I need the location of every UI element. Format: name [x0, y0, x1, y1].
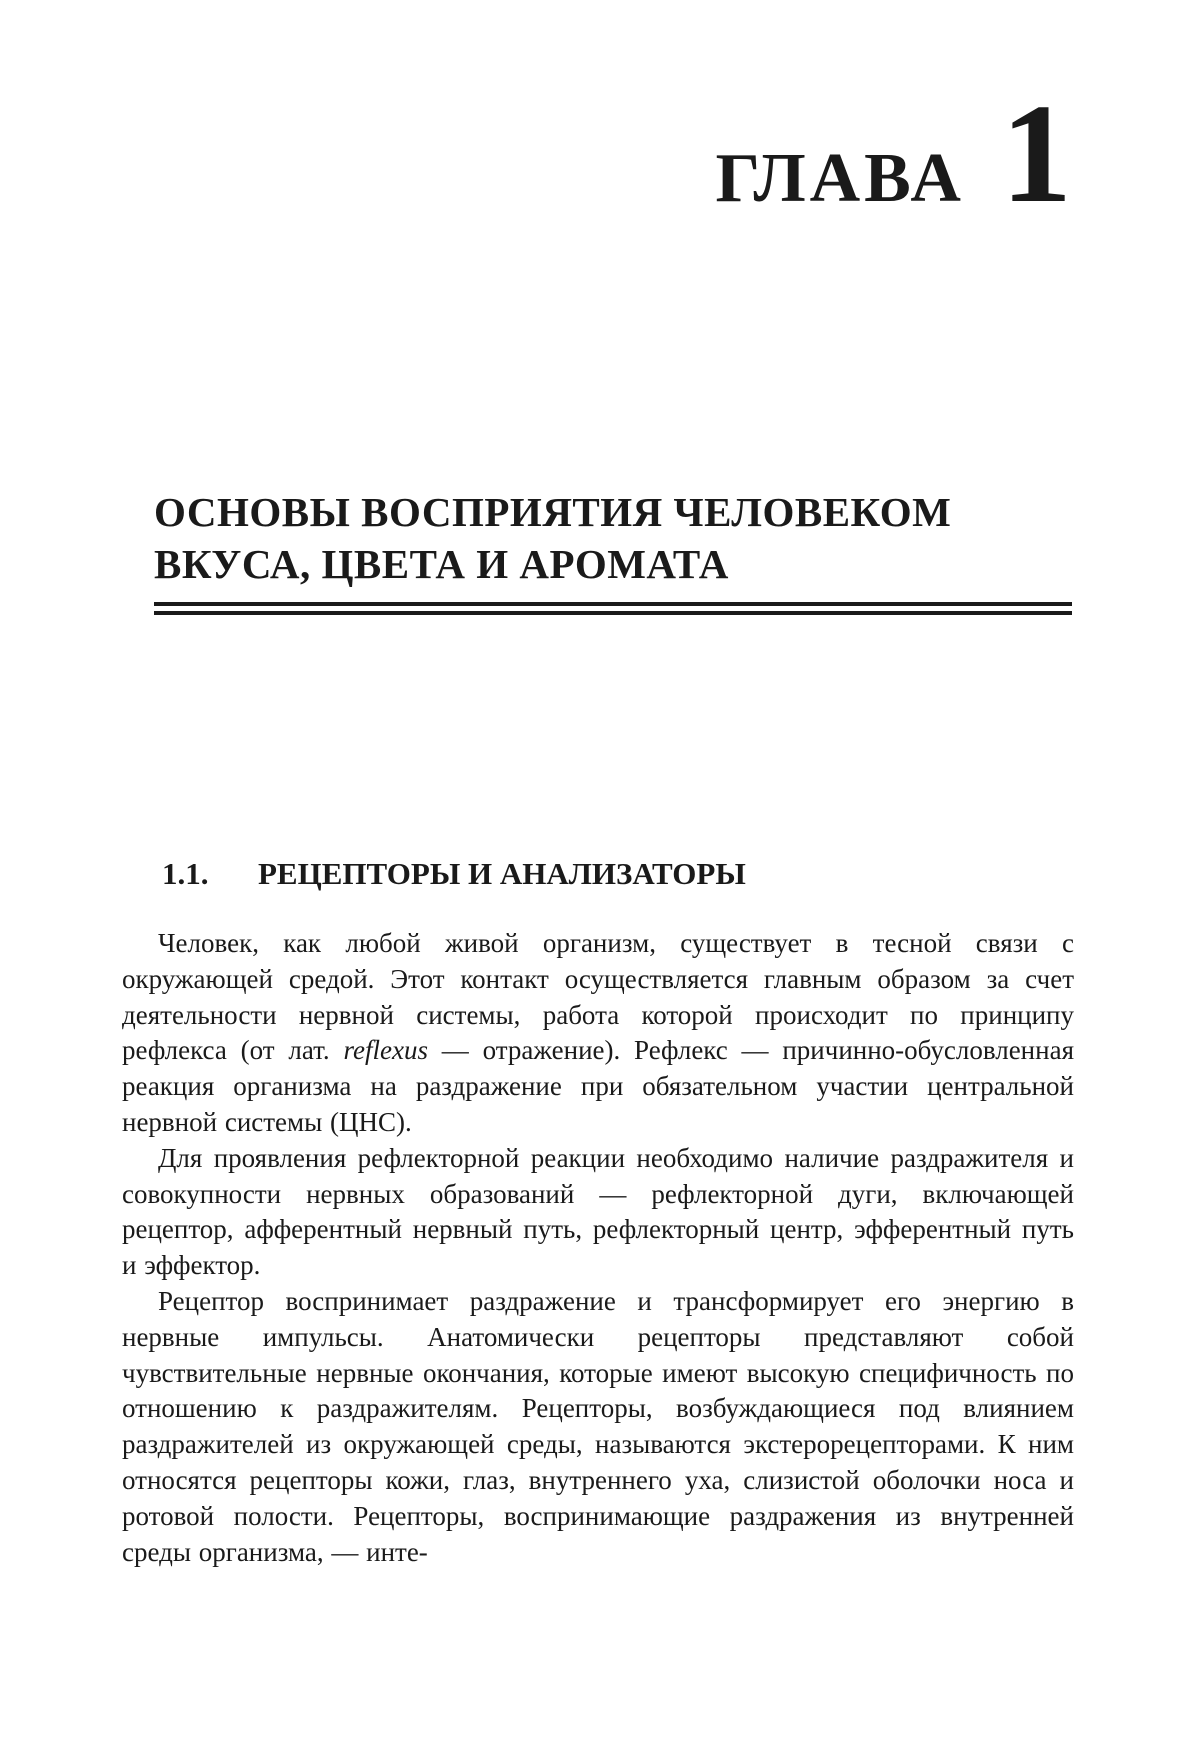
chapter-label [715, 74, 1072, 232]
paragraph-1 [122, 926, 1074, 1141]
chapter-title [154, 486, 1074, 590]
section-title: РЕЦЕПТОРЫ И АНАЛИЗАТОРЫ [258, 856, 746, 891]
paragraph-2: Для проявления рефлекторной реакции необходимо наличие раздражителя и совокупности нервных образований — рефлекторной дуги, включающей рецептор, афферентный нервный путь, рефлекторный центр, эфферентный путь и эффектор. [122, 1142, 1074, 1281]
section-heading [162, 854, 1062, 894]
body-text [122, 926, 1074, 1570]
chapter-number: 1 [1001, 74, 1072, 232]
chapter-title-double-rule [154, 602, 1072, 616]
chapter-title-line-2: ВКУСА, ЦВЕТА И АРОМАТА [154, 541, 729, 587]
paragraph-1-text-end: — отражение). Рефлекс — причинно-обусловленная реакция организма на раздражение при обязательном участии центральной нервной системы (ЦНС). [122, 1035, 1074, 1137]
chapter-title-line-1: ОСНОВЫ ВОСПРИЯТИЯ ЧЕЛОВЕКОМ [154, 489, 952, 535]
section-number: 1.1. [162, 856, 209, 891]
paragraph-3: Рецептор воспринимает раздражение и трансформирует его энергию в нервные импульсы. Анатомически рецепторы представляют собой чувствительные нервные окончания, которые имеют высокую специфичность по отношению к раздражителям. Рецепторы, возбуждающиеся под влиянием раздражителей из окружающей среды, называются экстерорецепторами. К ним относятся рецепторы кожи, глаз, внутреннего уха, слизистой оболочки носа и ротовой полости. Рецепторы, воспринимающие раздражения из внутренней среды организма, — инте- [122, 1285, 1074, 1567]
latin-term: reflexus [343, 1035, 428, 1066]
rule-line-top [154, 602, 1072, 606]
paragraph-1-text-start: Человек, как любой живой организм, существует в тесной связи с окружающей средой. Этот контакт осуществляется главным образом за счет деятельности нервной системы, работа которой происходит по принципу рефлекса (от лат. [122, 928, 1074, 1066]
chapter-word: ГЛАВА [715, 140, 965, 217]
rule-line-bottom [154, 611, 1072, 615]
